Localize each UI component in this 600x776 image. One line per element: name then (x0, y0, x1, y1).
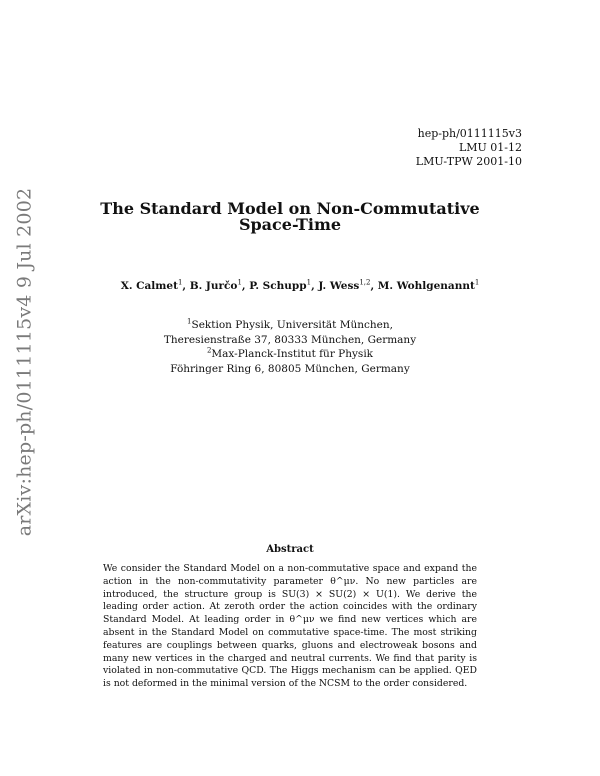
preprint-id: LMU 01-12 (458, 141, 522, 154)
abstract-heading: Abstract (266, 544, 314, 555)
preprint-ids (416, 127, 522, 169)
arxiv-stamp: arXiv:hep-ph/0111115v4 9 Jul 2002 (13, 187, 36, 537)
author-name: J. Wess (318, 280, 360, 292)
arxiv-sidebar (8, 187, 40, 537)
affiliation-mark: 1 (187, 317, 192, 326)
affiliation-mark: 2 (206, 346, 212, 355)
preprint-id: hep-ph/0111115v3 (417, 127, 522, 140)
author-list: X. Calmet$^1$, B. Jurčo$^1$, P. Schupp$^1$, J. Wess$^{1,2}$, M. Wohlgenannt$^1$ (120, 278, 480, 292)
affiliation-line: Föhringer Ring 6, 80805 München, Germany (170, 362, 410, 375)
author-affiliation-mark: 1 (177, 278, 183, 287)
author-affiliation-mark: 1 (474, 278, 480, 287)
title-line: The Standard Model on Non-Commutative (100, 199, 480, 218)
abstract-text: We consider the Standard Model on a non-commutative space and expand the action in the non-commutativity parameter θ^μν. No new particles are introduced, the structure group is SU(3) × SU(2) × U(1). We derive the leading order action. At zeroth order the action coincides with the ordinary Standard Model. At leading order in θ^μν we find new vertices which are absent in the Standard Model on commutative space-time. The most striking features are couplings between quarks, gluons and electroweak bosons and many new vertices in the charged and neutral currents. We find that parity is violated in non-commutative QCD. The Higgs mechanism can be applied. QED is not deformed in the minimal version of the NCSM to the order considered. (103, 563, 477, 690)
affiliation-line: $^1$Sektion Physik, Universität München, (187, 317, 393, 331)
affiliations (140, 318, 440, 376)
affiliation-line: $^2$Max-Planck-Institut für Physik (206, 346, 374, 360)
title-line: Space-Time (238, 215, 342, 234)
author-name: P. Schupp (249, 280, 307, 292)
author-affiliation-mark: 1,2 (359, 278, 371, 287)
paper-title (90, 201, 490, 233)
author-name: M. Wohlgenannt (377, 280, 475, 292)
author-name: X. Calmet (120, 280, 178, 292)
affiliation-line: Theresienstraße 37, 80333 München, Germany (163, 333, 417, 346)
author-affiliation-mark: 1 (237, 278, 242, 287)
author-name: B. Jurčo (189, 280, 238, 292)
preprint-id: LMU-TPW 2001-10 (415, 155, 522, 168)
author-affiliation-mark: 1 (306, 278, 312, 287)
